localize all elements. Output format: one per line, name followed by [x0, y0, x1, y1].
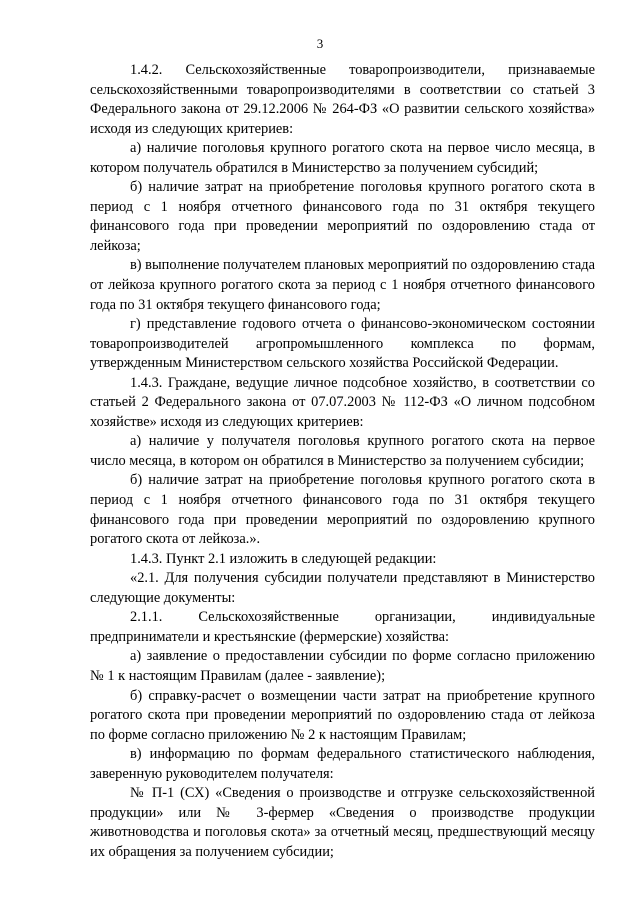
document-item-a: а) заявление о предоставлении субсидии по форме согласно приложению № 1 к настоящим Правилам (далее - заявление); [90, 648, 595, 684]
paragraph-1-4-3: 1.4.3. Граждане, ведущие личное подсобное хозяйство, в соответствии со статьей 2 Федерального закона от 07.07.2003 № 112-ФЗ «О личном подсобном хозяйстве» исходя из следующих критериев: [90, 374, 595, 430]
criterion-a: а) наличие у получателя поголовья крупного рогатого скота на первое число месяца, в котором он обратился в Министерство за получением субсидии; [90, 433, 595, 469]
paragraph-2-1-1: 2.1.1. Сельскохозяйственные организации, индивидуальные предприниматели и крестьянские (фермерские) хозяйства: [90, 609, 595, 645]
page-number: 3 [316, 36, 324, 51]
criterion-b: б) наличие затрат на приобретение поголовья крупного рогатого скота в период с 1 ноября отчетного финансового года по 31 октября текущего финансового года при проведении мероприятий по оздоровлению крупного рогатого скота от лейкоза.». [90, 472, 595, 548]
criterion-g: г) представление годового отчета о финансово-экономическом состоянии товаропроизводителей агропромышленного комплекса по формам, утвержденным Министерством сельского хозяйства Российской Федерации. [90, 316, 595, 372]
paragraph-1-4-2: 1.4.2. Сельскохозяйственные товаропроизводители, признаваемые сельскохозяйственными товаропроизводителями в соответствии со статьей 3 Федерального закона от 29.12.2006 № 264-ФЗ «О развитии сельского хозяйства» исходя из следующих критериев: [90, 62, 595, 137]
document-item-b: б) справку-расчет о возмещении части затрат на приобретение крупного рогатого скота при проведении мероприятий по оздоровлению стада от лейкоза по форме согласно приложению № 2 к настоящим Правилам; [90, 687, 595, 743]
criterion-v: в) выполнение получателем плановых мероприятий по оздоровлению стада от лейкоза крупного рогатого скота за период с 1 ноября отчетного финансового года по 31 октября текущего финансового года; [90, 257, 596, 313]
criterion-a: а) наличие поголовья крупного рогатого скота на первое число месяца, в котором получатель обратился в Министерство за получением субсидий; [90, 140, 595, 176]
criterion-b: б) наличие затрат на приобретение поголовья крупного рогатого скота в период с 1 ноября отчетного финансового года по 31 октября текущего финансового года при проведении мероприятий по оздоровлению стада от лейкоза; [90, 179, 595, 254]
paragraph-2-1: «2.1. Для получения субсидии получатели представляют в Министерство следующие документы: [90, 570, 595, 606]
statistical-forms-paragraph: № П-1 (СХ) «Сведения о производстве и отгрузке сельскохозяйственной продукции» или № 3-фермер «Сведения о производстве продукции животноводства и поголовья скота» за отчетный месяц, предшествующий месяцу их обращения за получением субсидии; [90, 785, 595, 860]
document-body [90, 61, 595, 862]
paragraph-1-4-3-amendment: 1.4.3. Пункт 2.1 изложить в следующей редакции: [130, 550, 437, 567]
document-item-v: в) информацию по формам федерального статистического наблюдения, заверенную руководителем получателя: [90, 746, 595, 782]
